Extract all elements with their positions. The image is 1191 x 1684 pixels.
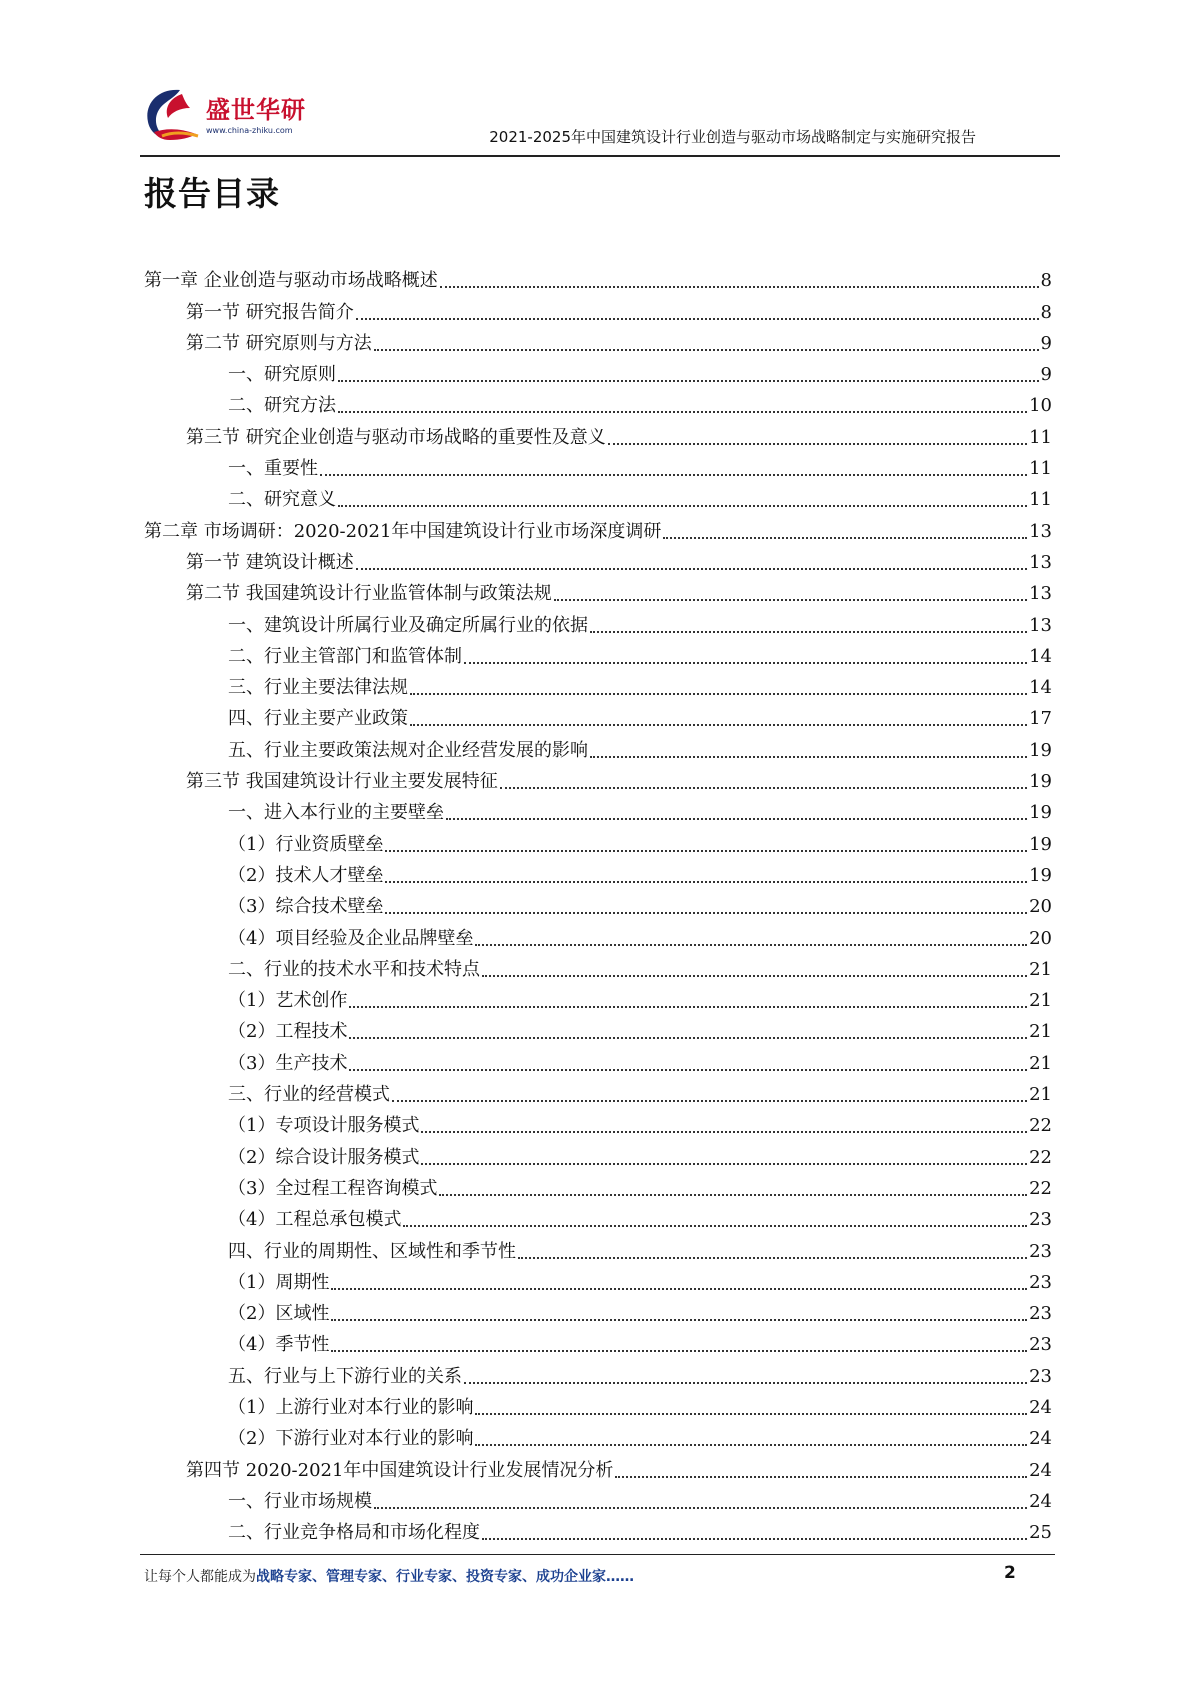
toc-leader-dots: [403, 1225, 1027, 1227]
toc-entry-page: 22: [1029, 1177, 1052, 1199]
toc-entry[interactable]: [144, 1451, 1052, 1482]
toc-entry-label: （2）下游行业对本行业的影响: [228, 1428, 474, 1450]
footer-slogan: [144, 1566, 634, 1586]
toc-entry-page: 19: [1029, 833, 1052, 855]
toc-entry-label: 三、行业的经营模式: [228, 1084, 390, 1106]
toc-entry-page: 22: [1029, 1115, 1052, 1137]
toc-entry-label: 二、研究意义: [228, 489, 336, 511]
toc-leader-dots: [385, 850, 1027, 852]
toc-entry[interactable]: [144, 857, 1052, 888]
toc-leader-dots: [331, 1288, 1027, 1290]
toc-entry-label: 第一节 研究报告简介: [186, 301, 354, 323]
toc-entry[interactable]: [144, 1483, 1052, 1514]
toc-entry[interactable]: [144, 387, 1052, 418]
toc-entry-label: 第一章 企业创造与驱动市场战略概述: [144, 270, 438, 292]
toc-entry[interactable]: [144, 1295, 1052, 1326]
page-header: [0, 0, 1191, 160]
toc-entry-page: 23: [1029, 1334, 1052, 1356]
logo-emblem-icon: [140, 84, 206, 148]
toc-leader-dots: [374, 1507, 1027, 1509]
toc-leader-dots: [590, 631, 1027, 633]
toc-entry[interactable]: [144, 1107, 1052, 1138]
toc-entry-label: （3）综合技术壁垒: [228, 896, 384, 918]
toc-leader-dots: [475, 1444, 1027, 1446]
toc-leader-dots: [410, 724, 1027, 726]
toc-entry-page: 24: [1029, 1428, 1052, 1450]
toc-entry[interactable]: [144, 763, 1052, 794]
toc-entry[interactable]: [144, 450, 1052, 481]
toc-leader-dots: [331, 1319, 1027, 1321]
toc-entry-label: 一、重要性: [228, 458, 318, 480]
toc-leader-dots: [356, 568, 1027, 570]
toc-leader-dots: [331, 1350, 1027, 1352]
toc-entry-label: 一、研究原则: [228, 364, 336, 386]
toc-leader-dots: [421, 1163, 1027, 1165]
footer-slogan-prefix: 让每个人都能成为: [144, 1569, 256, 1585]
toc-leader-dots: [464, 1382, 1027, 1384]
toc-entry[interactable]: [144, 1264, 1052, 1295]
toc-entry[interactable]: [144, 1232, 1052, 1263]
toc-entry[interactable]: [144, 512, 1052, 543]
toc-entry-label: 五、行业与上下游行业的关系: [228, 1365, 462, 1387]
toc-entry[interactable]: [144, 293, 1052, 324]
toc-entry-page: 21: [1029, 990, 1052, 1012]
toc-entry-page: 8: [1040, 270, 1052, 292]
toc-leader-dots: [392, 1100, 1027, 1102]
toc-entry-page: 10: [1029, 395, 1052, 417]
page-number: 2: [1004, 1563, 1016, 1583]
toc-entry[interactable]: [144, 1389, 1052, 1420]
toc-entry-label: 第四节 2020-2021年中国建筑设计行业发展情况分析: [186, 1459, 614, 1481]
toc-entry[interactable]: [144, 1138, 1052, 1169]
toc-entry[interactable]: [144, 919, 1052, 950]
toc-entry-page: 20: [1029, 927, 1052, 949]
toc-entry-label: 二、行业的技术水平和技术特点: [228, 958, 480, 980]
toc-entry-label: （2）综合设计服务模式: [228, 1146, 420, 1168]
toc-entry-page: 23: [1029, 1271, 1052, 1293]
toc-leader-dots: [374, 349, 1039, 351]
toc-entry-page: 21: [1029, 1021, 1052, 1043]
toc-entry[interactable]: [144, 1326, 1052, 1357]
toc-leader-dots: [349, 1037, 1027, 1039]
toc-entry-page: 13: [1029, 583, 1052, 605]
toc-entry[interactable]: [144, 418, 1052, 449]
toc-entry-label: （2）工程技术: [228, 1021, 348, 1043]
toc-leader-dots: [439, 1194, 1027, 1196]
toc-leader-dots: [608, 443, 1027, 445]
toc-entry-label: 一、建筑设计所属行业及确定所属行业的依据: [228, 614, 588, 636]
toc-entry-label: （3）生产技术: [228, 1052, 348, 1074]
toc-entry-page: 13: [1029, 520, 1052, 542]
toc-entry-page: 21: [1029, 1084, 1052, 1106]
toc-entry[interactable]: [144, 1514, 1052, 1545]
toc-leader-dots: [338, 505, 1027, 507]
toc-entry-page: 11: [1029, 458, 1052, 480]
toc-entry[interactable]: [144, 1420, 1052, 1451]
toc-entry-page: 21: [1029, 958, 1052, 980]
toc-entry[interactable]: [144, 1076, 1052, 1107]
toc-entry-page: 24: [1029, 1490, 1052, 1512]
toc-entry[interactable]: [144, 888, 1052, 919]
toc-entry-label: （1）上游行业对本行业的影响: [228, 1396, 474, 1418]
toc-leader-dots: [356, 318, 1039, 320]
toc-leader-dots: [663, 537, 1027, 539]
toc-leader-dots: [615, 1476, 1027, 1478]
toc-entry-page: 24: [1029, 1459, 1052, 1481]
toc-entry[interactable]: [144, 825, 1052, 856]
toc-entry-page: 11: [1029, 426, 1052, 448]
logo-name: 盛世华研: [206, 96, 306, 124]
toc-entry[interactable]: [144, 1013, 1052, 1044]
toc-leader-dots: [385, 881, 1027, 883]
toc-entry[interactable]: [144, 1170, 1052, 1201]
toc-entry[interactable]: [144, 1357, 1052, 1388]
toc-entry[interactable]: [144, 951, 1052, 982]
toc-leader-dots: [482, 975, 1027, 977]
toc-entry-page: 14: [1029, 677, 1052, 699]
toc-entry-page: 9: [1040, 332, 1052, 354]
toc-leader-dots: [464, 662, 1027, 664]
toc-entry-label: 四、行业的周期性、区域性和季节性: [228, 1240, 516, 1262]
page-title: 报告目录: [144, 174, 280, 213]
toc-entry-label: 第二节 研究原则与方法: [186, 332, 372, 354]
toc-entry[interactable]: [144, 575, 1052, 606]
toc-leader-dots: [320, 474, 1027, 476]
table-of-contents: [144, 262, 1052, 1545]
toc-entry-label: （4）项目经验及企业品牌壁垒: [228, 927, 474, 949]
toc-leader-dots: [518, 1257, 1027, 1259]
toc-leader-dots: [482, 1538, 1027, 1540]
toc-entry-label: 第二节 我国建筑设计行业监管体制与政策法规: [186, 583, 552, 605]
toc-entry[interactable]: [144, 606, 1052, 637]
toc-entry[interactable]: [144, 982, 1052, 1013]
toc-leader-dots: [500, 787, 1027, 789]
report-title: 2021-2025年中国建筑设计行业创造与驱动市场战略制定与实施研究报告: [489, 128, 976, 146]
toc-entry-label: 第二章 市场调研：2020-2021年中国建筑设计行业市场深度调研: [144, 520, 662, 542]
toc-entry-label: 第一节 建筑设计概述: [186, 551, 354, 573]
toc-entry-label: （1）艺术创作: [228, 990, 348, 1012]
toc-entry-label: 一、进入本行业的主要壁垒: [228, 802, 444, 824]
toc-leader-dots: [475, 1413, 1027, 1415]
toc-entry[interactable]: [144, 1044, 1052, 1075]
toc-entry-label: （1）行业资质壁垒: [228, 833, 384, 855]
toc-entry-label: 二、研究方法: [228, 395, 336, 417]
toc-entry-label: 四、行业主要产业政策: [228, 708, 408, 730]
toc-entry-page: 22: [1029, 1146, 1052, 1168]
toc-entry-label: 二、行业主管部门和监管体制: [228, 645, 462, 667]
toc-entry-page: 19: [1029, 802, 1052, 824]
toc-entry-page: 19: [1029, 864, 1052, 886]
toc-entry-label: （1）专项设计服务模式: [228, 1115, 420, 1137]
toc-entry-page: 23: [1029, 1365, 1052, 1387]
footer-slogan-highlight: 战略专家、管理专家、行业专家、投资专家、成功企业家……: [256, 1569, 634, 1585]
toc-leader-dots: [349, 1006, 1027, 1008]
toc-leader-dots: [446, 818, 1027, 820]
toc-leader-dots: [338, 380, 1039, 382]
toc-entry-label: 第三节 我国建筑设计行业主要发展特征: [186, 771, 498, 793]
toc-entry-label: 二、行业竞争格局和市场化程度: [228, 1522, 480, 1544]
toc-leader-dots: [421, 1131, 1027, 1133]
header-divider: [140, 155, 1060, 157]
company-logo: [140, 84, 310, 148]
toc-leader-dots: [385, 912, 1027, 914]
toc-entry-label: （2）技术人才壁垒: [228, 864, 384, 886]
toc-entry-page: 20: [1029, 896, 1052, 918]
toc-entry-page: 25: [1029, 1522, 1052, 1544]
toc-entry-page: 21: [1029, 1052, 1052, 1074]
toc-leader-dots: [590, 756, 1027, 758]
toc-entry-page: 19: [1029, 739, 1052, 761]
toc-entry-page: 11: [1029, 489, 1052, 511]
toc-entry[interactable]: [144, 544, 1052, 575]
toc-entry[interactable]: [144, 794, 1052, 825]
toc-entry-page: 9: [1040, 364, 1052, 386]
toc-entry-label: （2）区域性: [228, 1303, 330, 1325]
toc-entry[interactable]: [144, 1201, 1052, 1232]
toc-entry-label: （1）周期性: [228, 1271, 330, 1293]
toc-entry-page: 17: [1029, 708, 1052, 730]
toc-entry-label: 第三节 研究企业创造与驱动市场战略的重要性及意义: [186, 426, 606, 448]
toc-entry-label: 三、行业主要法律法规: [228, 677, 408, 699]
toc-leader-dots: [440, 286, 1039, 288]
toc-entry[interactable]: [144, 669, 1052, 700]
toc-entry-label: 一、行业市场规模: [228, 1490, 372, 1512]
toc-entry[interactable]: [144, 700, 1052, 731]
toc-entry-page: 13: [1029, 551, 1052, 573]
toc-entry[interactable]: [144, 638, 1052, 669]
toc-entry-label: （4）季节性: [228, 1334, 330, 1356]
logo-url: www.china-zhiku.com: [206, 126, 293, 135]
toc-entry-page: 23: [1029, 1240, 1052, 1262]
toc-leader-dots: [475, 944, 1027, 946]
toc-entry-page: 23: [1029, 1209, 1052, 1231]
toc-entry-label: （3）全过程工程咨询模式: [228, 1177, 438, 1199]
toc-leader-dots: [349, 1069, 1027, 1071]
toc-entry[interactable]: [144, 262, 1052, 293]
footer-divider: [140, 1554, 1055, 1555]
toc-entry[interactable]: [144, 481, 1052, 512]
toc-entry-page: 13: [1029, 614, 1052, 636]
toc-leader-dots: [410, 693, 1027, 695]
toc-entry-page: 24: [1029, 1396, 1052, 1418]
toc-entry[interactable]: [144, 731, 1052, 762]
toc-entry[interactable]: [144, 325, 1052, 356]
toc-entry[interactable]: [144, 356, 1052, 387]
toc-entry-page: 23: [1029, 1303, 1052, 1325]
toc-entry-page: 19: [1029, 771, 1052, 793]
toc-leader-dots: [554, 599, 1027, 601]
toc-entry-label: 五、行业主要政策法规对企业经营发展的影响: [228, 739, 588, 761]
toc-leader-dots: [338, 411, 1027, 413]
toc-entry-page: 8: [1040, 301, 1052, 323]
toc-entry-page: 14: [1029, 645, 1052, 667]
toc-entry-label: （4）工程总承包模式: [228, 1209, 402, 1231]
